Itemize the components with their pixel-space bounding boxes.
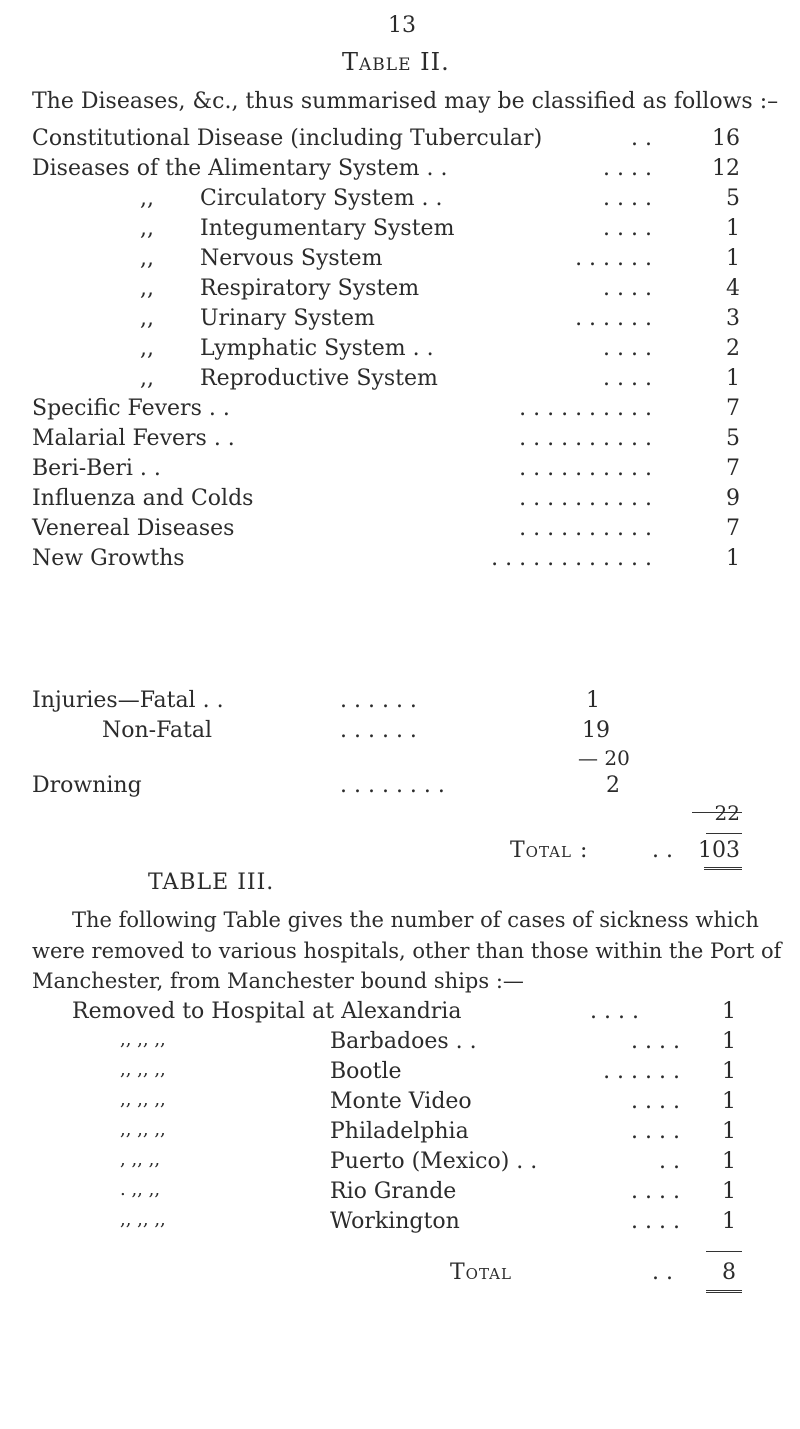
ditto-mark: ,, — [140, 276, 154, 301]
ditto-mark: , ,, ,, — [120, 1149, 161, 1170]
ditto-mark: ,, ,, ,, — [120, 1059, 166, 1080]
disease-label: New Growths — [32, 546, 185, 571]
disease-label: Beri-Beri . . — [32, 456, 161, 481]
drowning-label: Drowning — [32, 773, 142, 798]
table-iii-first-dots: . . . . — [590, 999, 639, 1024]
drowning-dots: . . . . . . . . — [340, 773, 445, 798]
leader-dots: . . . . . . . . . . . . — [491, 546, 652, 571]
table-iii-intro-line1: The following Table gives the number of cases of sickness which — [72, 908, 759, 932]
ditto-mark: ,, — [140, 216, 154, 241]
page-number: 13 — [388, 13, 416, 38]
disease-count: 12 — [712, 156, 740, 181]
table-iii-total-value: 8 — [722, 1260, 736, 1285]
table-iii-total-rule — [706, 1251, 742, 1252]
leader-dots: . . . . — [603, 336, 652, 361]
disease-label: Urinary System — [200, 306, 375, 331]
table-iii-total-dots: . . — [652, 1260, 673, 1285]
disease-count: 9 — [726, 486, 740, 511]
case-count: 1 — [722, 1119, 736, 1144]
leader-dots: . . . . . . — [575, 246, 652, 271]
hospital-place: Philadelphia — [330, 1119, 469, 1144]
leader-dots: . . . . — [631, 1029, 680, 1054]
disease-label: Integumentary System — [200, 216, 455, 241]
disease-count: 7 — [726, 456, 740, 481]
injuries-subtotal: — 20 — [578, 746, 630, 770]
disease-count: 1 — [726, 366, 740, 391]
hospital-place: Barbadoes . . — [330, 1029, 477, 1054]
disease-count: 1 — [726, 246, 740, 271]
disease-count: 7 — [726, 396, 740, 421]
disease-count: 4 — [726, 276, 740, 301]
disease-label: Diseases of the Alimentary System . . — [32, 156, 448, 181]
table-iii-intro-line2: were removed to various hospitals, other than those within the Port of — [32, 939, 782, 963]
hospital-place: Rio Grande — [330, 1179, 457, 1204]
table-ii-intro: The Diseases, &c., thus summarised may be classified as follows :– — [32, 89, 779, 114]
leader-dots: . . . . . . — [603, 1059, 680, 1084]
ditto-mark: ,, — [140, 336, 154, 361]
disease-count: 3 — [726, 306, 740, 331]
hospital-place: Monte Video — [330, 1089, 472, 1114]
leader-dots: . . . . — [631, 1209, 680, 1234]
table-ii-subtotal: 22 — [714, 801, 740, 825]
leader-dots: . . . . . . . . . . — [519, 396, 652, 421]
case-count: 1 — [722, 1059, 736, 1084]
hospital-place: Bootle — [330, 1059, 402, 1084]
drowning-value: 2 — [606, 773, 620, 798]
leader-dots: . . . . — [603, 186, 652, 211]
case-count: 1 — [722, 1149, 736, 1174]
case-count: 1 — [722, 1209, 736, 1234]
table-iii-total-double-rule — [706, 1290, 742, 1293]
disease-label: Reproductive System — [200, 366, 438, 391]
leader-dots: . . . . . . . . . . — [519, 516, 652, 541]
leader-dots: . . . . — [631, 1119, 680, 1144]
disease-label: Malarial Fevers . . — [32, 426, 235, 451]
disease-label: Venereal Diseases — [32, 516, 235, 541]
disease-label: Constitutional Disease (including Tubercular) — [32, 126, 543, 151]
table-ii-total-dots: . . — [652, 838, 673, 863]
leader-dots: . . . . . . . . . . — [519, 486, 652, 511]
ditto-mark: ,, ,, ,, — [120, 1209, 166, 1230]
table-iii-total-label: Total — [450, 1260, 512, 1285]
hospital-place: Workington — [330, 1209, 460, 1234]
total-rule-top — [706, 833, 742, 834]
injuries-nonfatal-label: Non-Fatal — [102, 718, 212, 743]
disease-count: 5 — [726, 186, 740, 211]
disease-count: 7 — [726, 516, 740, 541]
ditto-mark: ,, ,, ,, — [120, 1029, 166, 1050]
hospital-place: Puerto (Mexico) . . — [330, 1149, 538, 1174]
leader-dots: . . . . — [603, 156, 652, 181]
disease-label: Influenza and Colds — [32, 486, 254, 511]
disease-count: 16 — [712, 126, 740, 151]
case-count: 1 — [722, 1089, 736, 1114]
leader-dots: . . . . — [603, 276, 652, 301]
leader-dots: . . . . . . . . . . — [519, 456, 652, 481]
case-count: 1 — [722, 1029, 736, 1054]
leader-dots: . . . . — [631, 1089, 680, 1114]
disease-count: 1 — [726, 546, 740, 571]
disease-count: 5 — [726, 426, 740, 451]
leader-dots: . . . . — [603, 366, 652, 391]
ditto-mark: ,, — [140, 186, 154, 211]
disease-label: Respiratory System — [200, 276, 420, 301]
leader-dots: . . . . — [603, 216, 652, 241]
leader-dots: . . . . — [631, 1179, 680, 1204]
total-double-rule — [704, 867, 742, 870]
disease-count: 2 — [726, 336, 740, 361]
table-ii-total-label: Total : — [510, 838, 589, 863]
table-iii-heading: TABLE III. — [148, 870, 275, 895]
disease-label: Nervous System — [200, 246, 383, 271]
injuries-fatal-value: 1 — [586, 688, 600, 713]
leader-dots: . . . . . . — [575, 306, 652, 331]
ditto-mark: ,, ,, ,, — [120, 1119, 166, 1140]
leader-dots: . . — [631, 126, 652, 151]
table-iii-first-value: 1 — [722, 999, 736, 1024]
disease-label: Specific Fevers . . — [32, 396, 230, 421]
ditto-mark: ,, — [140, 246, 154, 271]
leader-dots: . . — [659, 1149, 680, 1174]
ditto-mark: ,, — [140, 306, 154, 331]
ditto-mark: ,, — [140, 366, 154, 391]
disease-label: Circulatory System . . — [200, 186, 443, 211]
ditto-mark: . ,, ,, — [120, 1179, 161, 1200]
injuries-nonfatal-dots: . . . . . . — [340, 718, 417, 743]
table-iii-intro-line3: Manchester, from Manchester bound ships :— — [32, 969, 524, 993]
injuries-label: Injuries—Fatal . . — [32, 688, 224, 713]
table-iii-first-label: Removed to Hospital at Alexandria — [72, 999, 462, 1024]
disease-label: Lymphatic System . . — [200, 336, 434, 361]
ditto-mark: ,, ,, ,, — [120, 1089, 166, 1110]
injuries-fatal-dots: . . . . . . — [340, 688, 417, 713]
leader-dots: . . . . . . . . . . — [519, 426, 652, 451]
table-ii-total-value: 103 — [698, 838, 740, 863]
disease-count: 1 — [726, 216, 740, 241]
case-count: 1 — [722, 1179, 736, 1204]
table-ii-heading: Table II. — [342, 48, 450, 76]
injuries-nonfatal-value: 19 — [582, 718, 610, 743]
